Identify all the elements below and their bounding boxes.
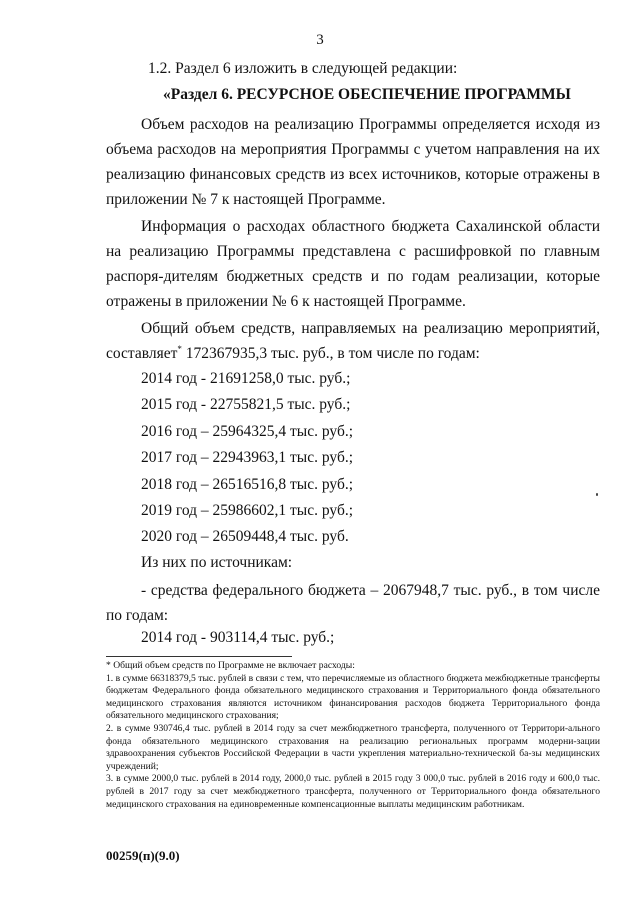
footnote-item-1: 1. в сумме 66318379,5 тыс. рублей в связи с тем, что перечисляемые из областного бюджета межбюджетные трансферты бюджетам Федерального фонда обязательного медицинского страхования и Территориального фонда обязательного медицинского страхования являются источником финансирования расходов бюджета Территориального фонда обязательного медицинского страхования; [106, 672, 600, 722]
paragraph-total-volume [106, 316, 600, 366]
footnote-heading: * Общий объем средств по Программе не включает расходы: [106, 660, 355, 671]
total-text-before: Общий объем средств, направляемых на реализацию мероприятий, составляет [106, 320, 600, 362]
document-code: 00259(п)(9.0) [106, 848, 180, 863]
federal-budget-paragraph: - средства федерального бюджета – 2067948,7 тыс. руб., в том числе по годам: [106, 582, 600, 624]
year-line-2019: 2019 год – 25986602,1 тыс. руб.; [141, 502, 354, 519]
amendment-intro: 1.2. Раздел 6 изложить в следующей редакции: [148, 60, 458, 77]
paragraph-expenses: Объем расходов на реализацию Программы определяется исходя из объема расходов на мероприятия Программы с учетом направления на их реализацию финансовых средств из всех источников, которые отражены в приложении № 7 к настоящей Программе. [106, 116, 600, 208]
year-line-2014: 2014 год - 21691258,0 тыс. руб.; [141, 370, 351, 387]
footnote-item-2: 2. в сумме 930746,4 тыс. рублей в 2014 году за счет межбюджетного трансферта, полученного от Территори-ального фонда обязательного медицинского страхования на реализацию региональных программ модерни-зации здравоохранения субъектов Российской Федерации в части укрепления материально-технической ба-зы медицинских учреждений; [106, 722, 600, 772]
paragraph-regional-budget: Информация о расходах областного бюджета Сахалинской области на реализацию Программы представлена с расшифровкой по главным распоря-дителям бюджетных средств и по годам реализации, которые отражены в приложении № 6 к настоящей Программе. [106, 218, 600, 310]
page-number: 3 [316, 32, 324, 48]
footnote-divider [106, 656, 292, 657]
year-line-2020: 2020 год – 26509448,4 тыс. руб. [141, 528, 349, 545]
scan-speck [596, 493, 598, 496]
federal-year-line-2014: 2014 год - 903114,4 тыс. руб.; [141, 629, 335, 646]
footnotes [106, 660, 600, 811]
year-line-2018: 2018 год – 26516516,8 тыс. руб.; [141, 476, 354, 493]
year-line-2017: 2017 год – 22943963,1 тыс. руб.; [141, 449, 354, 466]
sources-intro: Из них по источникам: [141, 554, 293, 571]
footnote-marker: * [177, 344, 182, 354]
total-text-after: 172367935,3 тыс. руб., в том числе по годам: [181, 345, 480, 362]
year-line-2016: 2016 год – 25964325,4 тыс. руб.; [141, 423, 354, 440]
section-heading: «Раздел 6. РЕСУРСНОЕ ОБЕСПЕЧЕНИЕ ПРОГРАММЫ [163, 86, 571, 103]
year-line-2015: 2015 год - 22755821,5 тыс. руб.; [141, 396, 351, 413]
footnote-item-3: 3. в сумме 2000,0 тыс. рублей в 2014 году, 2000,0 тыс. рублей в 2015 году 3 000,0 тыс. рублей в 2016 году и 600,0 тыс. рублей в 2017 году за счет межбюджетного трансферта, полученного от Территориального фонда обязательного медицинского страхования на единовременные компенсационные выплаты медицинским работникам. [106, 773, 600, 810]
